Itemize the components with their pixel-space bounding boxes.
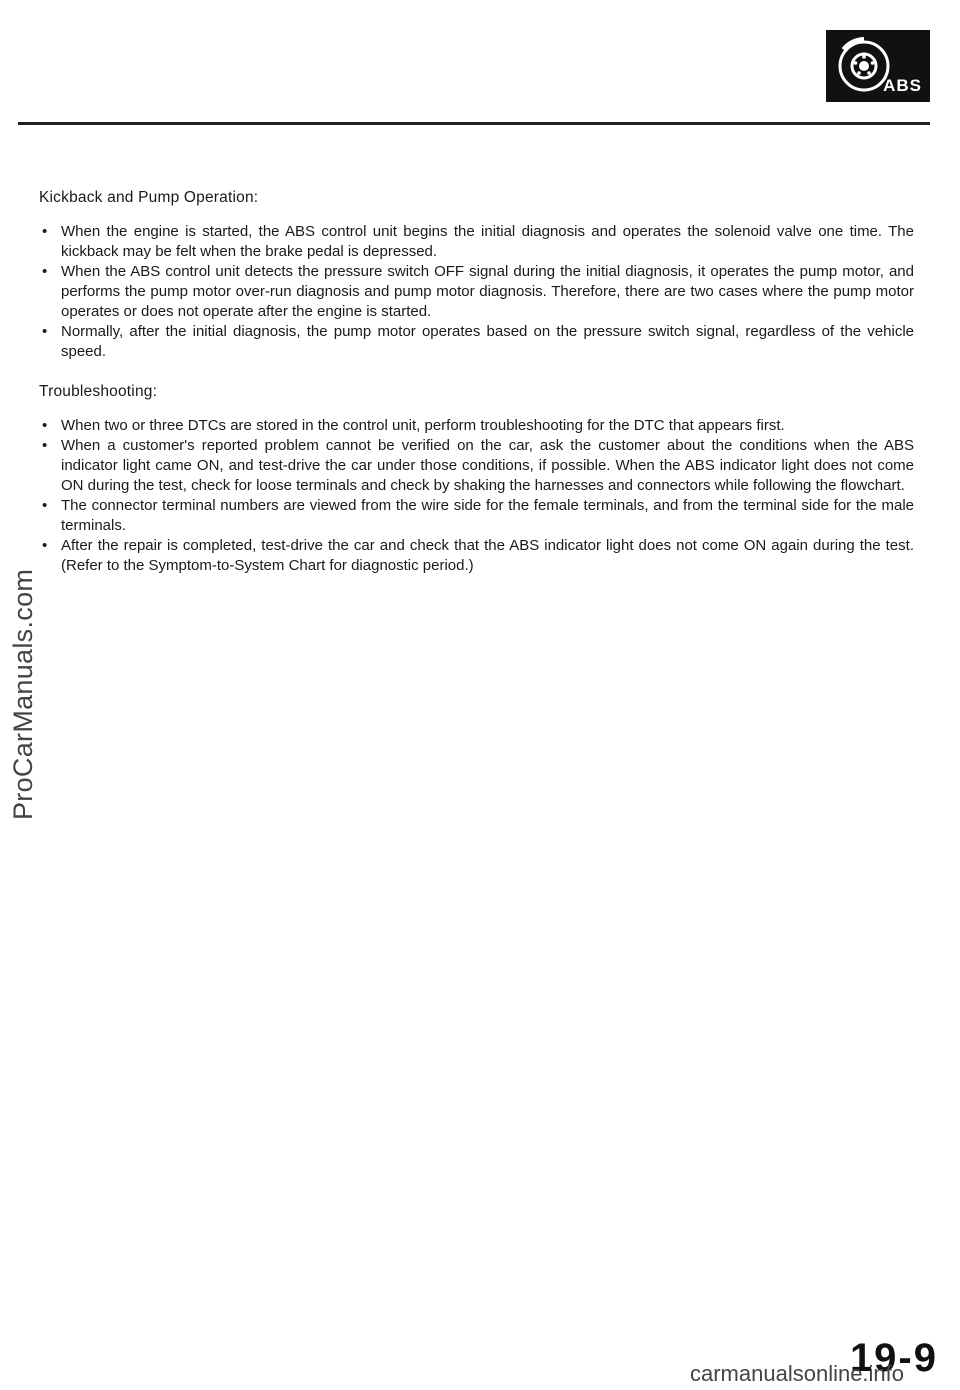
kickback-list bbox=[39, 222, 914, 362]
list-item: • When the engine is started, the ABS control unit begins the initial diagnosis and operates the solenoid valve one time. The kickback may be felt when the brake pedal is depressed. bbox=[39, 222, 914, 262]
list-item: • After the repair is completed, test-drive the car and check that the ABS indicator light does not come ON again during the test. (Refer to the Symptom-to-System Chart for diagnostic period.) bbox=[39, 536, 914, 576]
list-item: • When a customer's reported problem cannot be verified on the car, ask the customer about the conditions when the ABS indicator light came ON, and test-drive the car under those conditions, if possible. When the ABS indicator light does not come ON during the test, check for loose terminals and check by shaking the harnesses and connectors while following the flowchart. bbox=[39, 436, 914, 496]
abs-badge bbox=[826, 30, 930, 102]
list-item: • When the ABS control unit detects the pressure switch OFF signal during the initial diagnosis, it operates the pump motor, and performs the pump motor over-run diagnosis and pump motor diagnosis. Therefore, there are two cases where the pump motor operates or does not operate after the engine is started. bbox=[39, 262, 914, 322]
side-watermark: ProCarManuals.com bbox=[8, 568, 38, 820]
list-item: • The connector terminal numbers are viewed from the wire side for the female terminals, and from the terminal side for the male terminals. bbox=[39, 496, 914, 536]
abs-badge-label: ABS bbox=[883, 76, 922, 95]
list-item: • Normally, after the initial diagnosis, the pump motor operates based on the pressure switch signal, regardless of the vehicle speed. bbox=[39, 322, 914, 362]
section-title-troubleshooting: Troubleshooting: bbox=[39, 383, 158, 400]
section-title-kickback: Kickback and Pump Operation: bbox=[39, 189, 259, 206]
list-item: • When two or three DTCs are stored in the control unit, perform troubleshooting for the DTC that appears first. bbox=[39, 416, 914, 436]
bottom-watermark: carmanualsonline.info bbox=[690, 1361, 905, 1386]
troubleshooting-list bbox=[39, 416, 914, 576]
kickback-section bbox=[39, 188, 914, 362]
page-content bbox=[39, 188, 914, 576]
page-number: 19-9 bbox=[849, 1336, 938, 1380]
troubleshooting-section bbox=[39, 382, 914, 576]
header-rule bbox=[18, 122, 930, 125]
